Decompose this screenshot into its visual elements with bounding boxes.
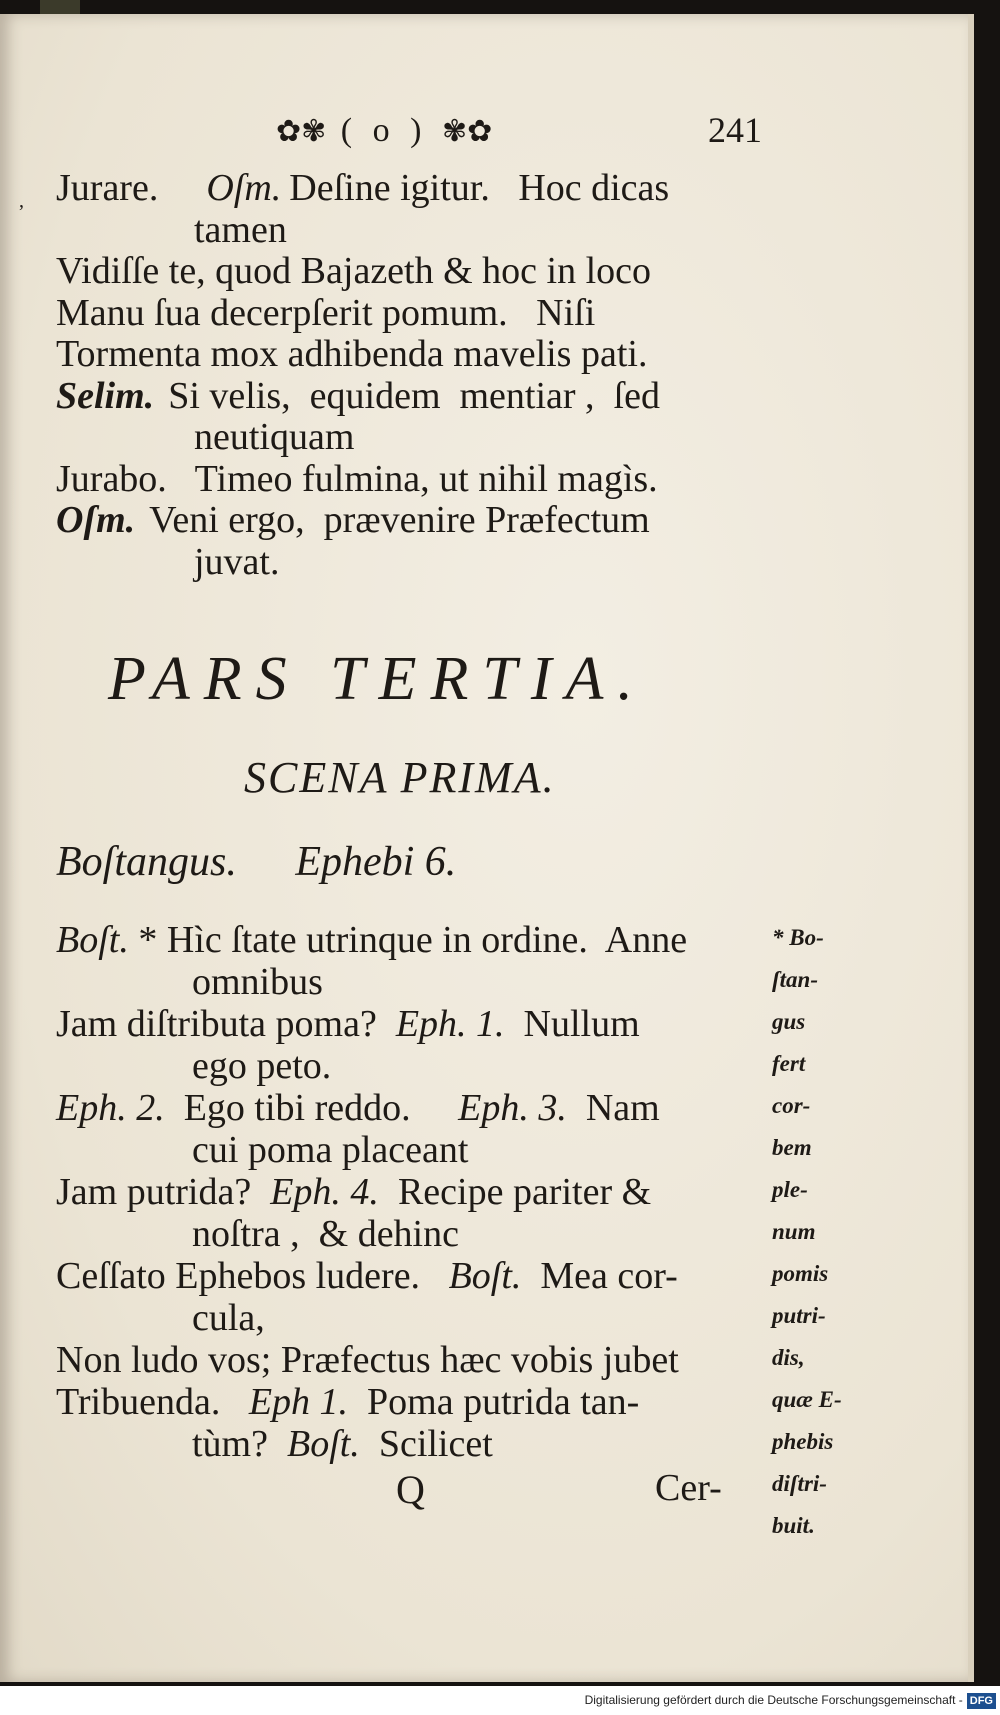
verse-line <box>56 166 669 210</box>
footer-text: Digitalisierung gefördert durch die Deutsche Forschungsgemeinschaft - <box>584 1693 963 1707</box>
verse-line <box>56 498 650 542</box>
line-text: Jam diſtributa poma? <box>56 1003 396 1045</box>
line-text: Jurare. <box>56 167 159 209</box>
speaker-label: Boſt. <box>286 1423 360 1465</box>
ornament-right-icon: ✾✿ <box>441 115 493 148</box>
marginal-note-line: bem <box>772 1135 812 1160</box>
verse-line <box>56 1002 640 1046</box>
line-text: Non ludo vos; Præfectus hæc vobis jubet <box>56 1339 679 1381</box>
verse-line <box>56 1254 678 1298</box>
marginal-note-line: buit. <box>772 1513 815 1538</box>
marginal-note-line: pomis <box>772 1261 829 1286</box>
line-text: Veni ergo, prævenire Præfectum <box>149 499 650 541</box>
line-text: Manu ſua decerpſerit pomum. Niſi <box>56 291 596 334</box>
line-text: Scilicet <box>359 1423 493 1465</box>
person-ephebi: Ephebi 6. <box>295 839 457 885</box>
line-text: cui poma placeant <box>192 1129 469 1171</box>
line-text: Si velis, equidem mentiar , ſed <box>168 374 660 417</box>
line-text: cula, <box>192 1297 265 1339</box>
scena-title: SCENA PRIMA. <box>244 753 556 802</box>
line-text: noſtra , & dehinc <box>192 1213 459 1255</box>
verse-line <box>56 1380 639 1424</box>
verse-line <box>194 208 287 252</box>
line-text: Poma putrida tan- <box>348 1381 640 1423</box>
dramatis-personae <box>56 838 504 886</box>
line-text: Tribuenda. <box>56 1381 249 1423</box>
line-text: Vidiſſe te, quod Bajazeth & hoc in loco <box>56 250 652 292</box>
line-text: Jurabo. Timeo fulmina, ut nihil magìs. <box>56 457 658 500</box>
dfg-logo: DFG <box>967 1693 996 1709</box>
verse-line <box>56 374 660 418</box>
binding-strap <box>40 0 80 14</box>
verse-line <box>56 249 651 293</box>
catchword: Cer- <box>655 1467 722 1509</box>
verse-line <box>192 960 323 1004</box>
speaker-label: Oſm. <box>56 499 136 541</box>
marginal-note-line: ple- <box>772 1177 808 1202</box>
marginal-note-line: dis, <box>772 1345 805 1370</box>
line-text: tùm? <box>192 1423 287 1465</box>
marginal-note-line: phebis <box>772 1429 834 1454</box>
speaker-label: Eph. 3. <box>458 1087 567 1129</box>
speaker-label: Boſt. <box>448 1255 522 1297</box>
ornament-left-icon: ✿✾ <box>276 115 327 148</box>
speaker-label: Eph. 1. <box>395 1003 505 1045</box>
verse-line <box>192 1422 493 1466</box>
speaker-label: Eph. 4. <box>270 1171 379 1213</box>
line-text: Recipe pariter & <box>378 1171 652 1213</box>
verse-line <box>56 291 595 335</box>
speaker-label: Eph. 2. <box>56 1087 165 1129</box>
verse-line <box>56 918 687 962</box>
verse-line <box>56 1086 660 1130</box>
book-page <box>0 14 974 1682</box>
stray-mark: ‚ <box>18 190 25 212</box>
verse-line <box>56 332 647 376</box>
digitization-footer <box>0 1686 1000 1715</box>
line-text: tamen <box>194 208 287 251</box>
verse-line <box>56 457 658 501</box>
marginal-note-line: diſtri- <box>772 1471 827 1496</box>
line-text: Ceſſato Ephebos ludere. <box>56 1255 449 1297</box>
verse-line <box>192 1128 468 1172</box>
line-text: Deſine igitur. Hoc dicas <box>289 167 670 209</box>
marginal-note-line: cor- <box>772 1093 811 1118</box>
line-text: Tormenta mox adhibenda mavelis pati. <box>56 333 648 375</box>
line-text: omnibus <box>192 961 323 1003</box>
speaker-label: Oſm. <box>206 167 282 209</box>
line-text: ego peto. <box>192 1045 332 1087</box>
marginal-note-line: num <box>772 1219 816 1244</box>
speaker-label: Eph 1. <box>248 1381 349 1423</box>
line-text: Nam <box>566 1087 660 1129</box>
header-paren: ( o ) <box>340 112 428 149</box>
running-header <box>276 112 492 150</box>
line-text: neutiquam <box>194 416 355 458</box>
speaker-label: Boſt. <box>56 919 129 961</box>
verse-line <box>192 1212 459 1256</box>
line-text: juvat. <box>194 540 280 583</box>
verse-line <box>192 1296 265 1340</box>
pars-title: PARS TERTIA. <box>108 645 647 713</box>
marginal-note-line: quæ E- <box>772 1387 842 1412</box>
page-number: 241 <box>708 110 762 150</box>
verse-line <box>194 540 279 584</box>
line-text: Nullum <box>504 1003 640 1045</box>
marginal-note-line: ſtan- <box>772 967 818 992</box>
marginal-note-line: putri- <box>772 1303 826 1328</box>
line-text: * Hìc ſtate utrinque in ordine. Anne <box>128 919 688 961</box>
line-text: Jam putrida? <box>56 1171 271 1213</box>
line-text: Ego tibi reddo. <box>164 1087 459 1129</box>
verse-line <box>192 1044 331 1088</box>
verse-line <box>56 1338 679 1382</box>
person-bostangus: Boſtangus. <box>56 839 237 885</box>
marginal-note-line: gus <box>772 1009 806 1034</box>
verse-line <box>56 1170 651 1214</box>
verse-line <box>194 415 354 459</box>
signature-mark: Q <box>396 1467 425 1512</box>
speaker-label: Selim. <box>56 374 155 417</box>
marginal-note-line: fert <box>772 1051 806 1076</box>
marginal-note-line: * Bo- <box>772 925 824 950</box>
line-text: Mea cor- <box>521 1255 678 1297</box>
